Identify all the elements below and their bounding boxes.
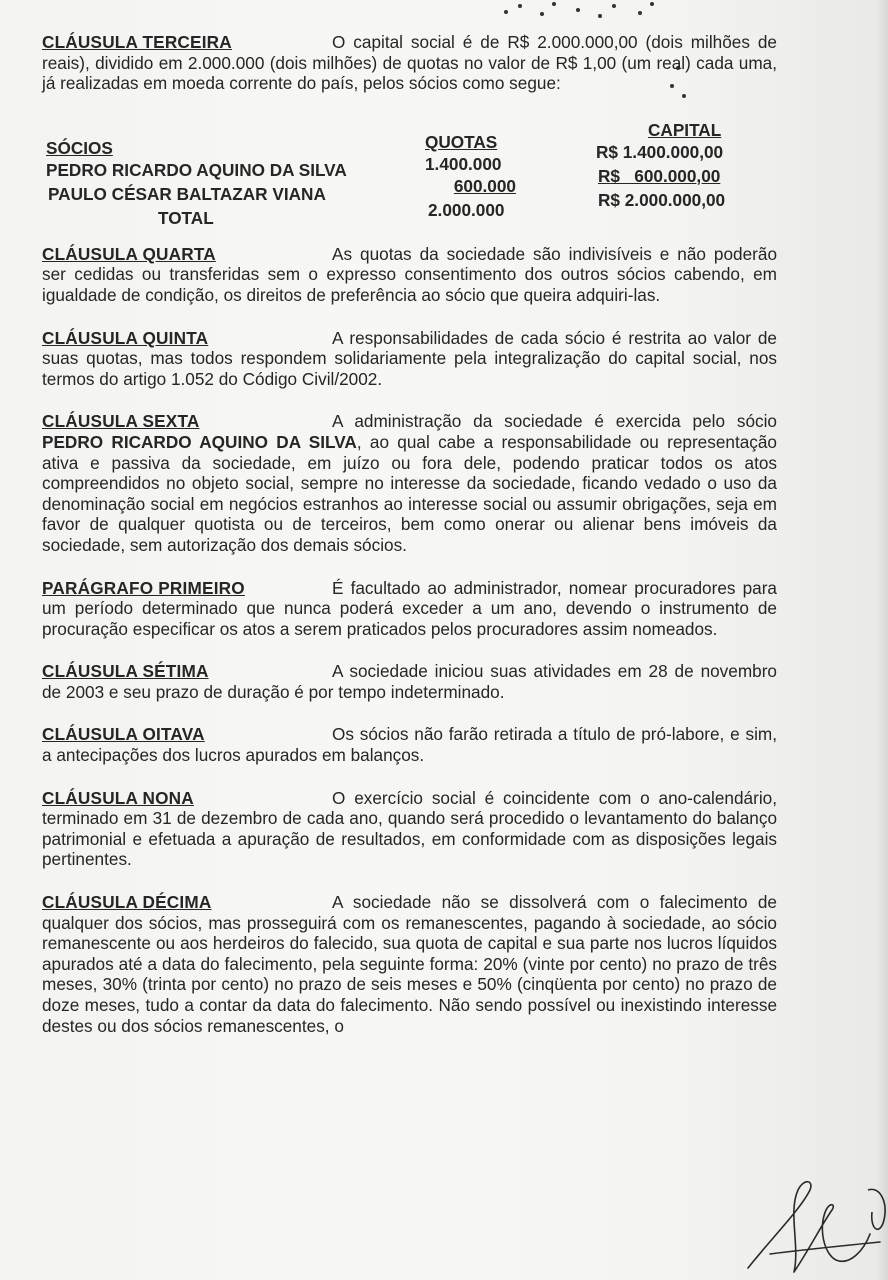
clausula-nona bbox=[42, 788, 777, 870]
clause-text: A sociedade iniciou suas atividades em 28 de novembro de 2003 e seu prazo de duração é por tempo indeterminado. bbox=[42, 661, 777, 702]
header-quotas: QUOTAS bbox=[425, 131, 498, 152]
clause-text: As quotas da sociedade são indivisíveis e não poderão ser cedidas ou transferidas sem o expresso consentimento dos outros sócios cabendo, em igualdade de condição, os direitos de preferência ao sócio que queira adquiri-las. bbox=[42, 243, 777, 305]
clause-title: CLÁUSULA QUARTA bbox=[42, 243, 216, 264]
row-name: PAULO CÉSAR BALTAZAR VIANA bbox=[48, 183, 326, 204]
clause-title: CLÁUSULA QUINTA bbox=[42, 327, 209, 348]
clausula-quarta bbox=[42, 244, 777, 306]
clause-title: CLÁUSULA SEXTA bbox=[42, 411, 200, 432]
total-quotas: 2.000.000 bbox=[428, 199, 505, 220]
clause-title: CLÁUSULA NONA bbox=[42, 787, 194, 808]
row-quotas: 600.000 bbox=[453, 175, 516, 196]
clause-text: O capital social é de R$ 2.000.000,00 (dois milhões de reais), dividido em 2.000.000 (dois milhões) de quotas no valor de R$ 1,00 (um real) cada uma, já realizadas em moeda corrente do país, pelos sócios como segue: bbox=[42, 32, 777, 94]
row-name: PEDRO RICARDO AQUINO DA SILVA bbox=[46, 159, 347, 180]
paragrafo-primeiro bbox=[42, 578, 777, 640]
clause-text: O exercício social é coincidente com o ano-calendário, terminado em 31 de dezembro de cada ano, quando será procedido o levantamento do balanço patrimonial e efetuada a apuração de resultados, em conformidade com as disposições legais pertinentes. bbox=[42, 787, 777, 870]
admin-name: PEDRO RICARDO AQUINO DA SILVA bbox=[42, 431, 357, 452]
total-label: TOTAL bbox=[158, 207, 214, 228]
clause-text: A administração da sociedade é exercida pelo sócio bbox=[332, 411, 777, 432]
clause-text: A responsabilidades de cada sócio é restrita ao valor de suas quotas, mas todos respondem solidariamente pela integralização do capital social, nos termos do artigo 1.052 do Código Civil/2002. bbox=[42, 327, 777, 389]
clausula-oitava bbox=[42, 724, 777, 765]
clause-title: CLÁUSULA DÉCIMA bbox=[42, 892, 212, 913]
row-quotas: 1.400.000 bbox=[425, 153, 502, 174]
clausula-terceira bbox=[42, 32, 777, 94]
clausula-decima bbox=[42, 892, 777, 1036]
capital-table bbox=[42, 116, 777, 228]
clause-title: CLÁUSULA TERCEIRA bbox=[42, 32, 232, 52]
clause-text: , ao qual cabe a responsabilidade ou representação ativa e passiva da sociedade, em juízo ou fora dele, podendo praticar todos os atos compreendidos no objeto social, sempre no interesse da sociedade, ficando vedado o uso da denominação social em negócios estranhos ao interesse social ou assumir obrigações, seja em favor de qualquer quotista ou de terceiros, bem como onerar ou alienar bens imóveis da sociedade, sem autorização dos demais sócios. bbox=[42, 431, 777, 555]
row-capital: R$ 1.400.000,00 bbox=[596, 141, 724, 162]
clausula-sexta bbox=[42, 411, 777, 555]
signature-scribble bbox=[740, 1150, 888, 1280]
row-capital: R$ 600.000,00 bbox=[598, 165, 721, 186]
clause-title: CLÁUSULA SÉTIMA bbox=[42, 661, 209, 682]
clausula-quinta bbox=[42, 328, 777, 390]
clausula-setima bbox=[42, 661, 777, 702]
contract-text bbox=[42, 32, 777, 1058]
clause-text: É facultado ao administrador, nomear procuradores para um período determinado que nunca poderá exceder a um ano, devendo o instrumento de procuração especificar os atos a serem praticados pelos procuradores assim nomeados. bbox=[42, 577, 777, 639]
header-capital: CAPITAL bbox=[648, 119, 722, 140]
clause-title: CLÁUSULA OITAVA bbox=[42, 724, 205, 745]
total-capital: R$ 2.000.000,00 bbox=[598, 189, 726, 210]
header-socios: SÓCIOS bbox=[46, 137, 113, 158]
clause-title: PARÁGRAFO PRIMEIRO bbox=[42, 577, 245, 598]
clause-text: A sociedade não se dissolverá com o falecimento de qualquer dos sócios, mas prosseguirá com os remanescentes, pagando à sociedade, ao sócio remanescente ou aos herdeiros do falecido, sua quota de capital e sua parte nos lucros líquidos apurados até a data do falecimento, pela seguinte forma: 20% (vinte por cento) no prazo de três meses, 30% (trinta por cento) no prazo de seis meses e 50% (cinqüenta por cento) no prazo de doze meses, tudo a contar da data do falecimento. Não sendo possível ou inexistindo interesse destes ou dos sócios remanescentes, o bbox=[42, 892, 777, 1036]
page-edge-shadow bbox=[876, 0, 888, 1280]
clause-text: Os sócios não farão retirada a título de pró-labore, e sim, a antecipações dos lucros apurados em balanços. bbox=[42, 724, 777, 766]
